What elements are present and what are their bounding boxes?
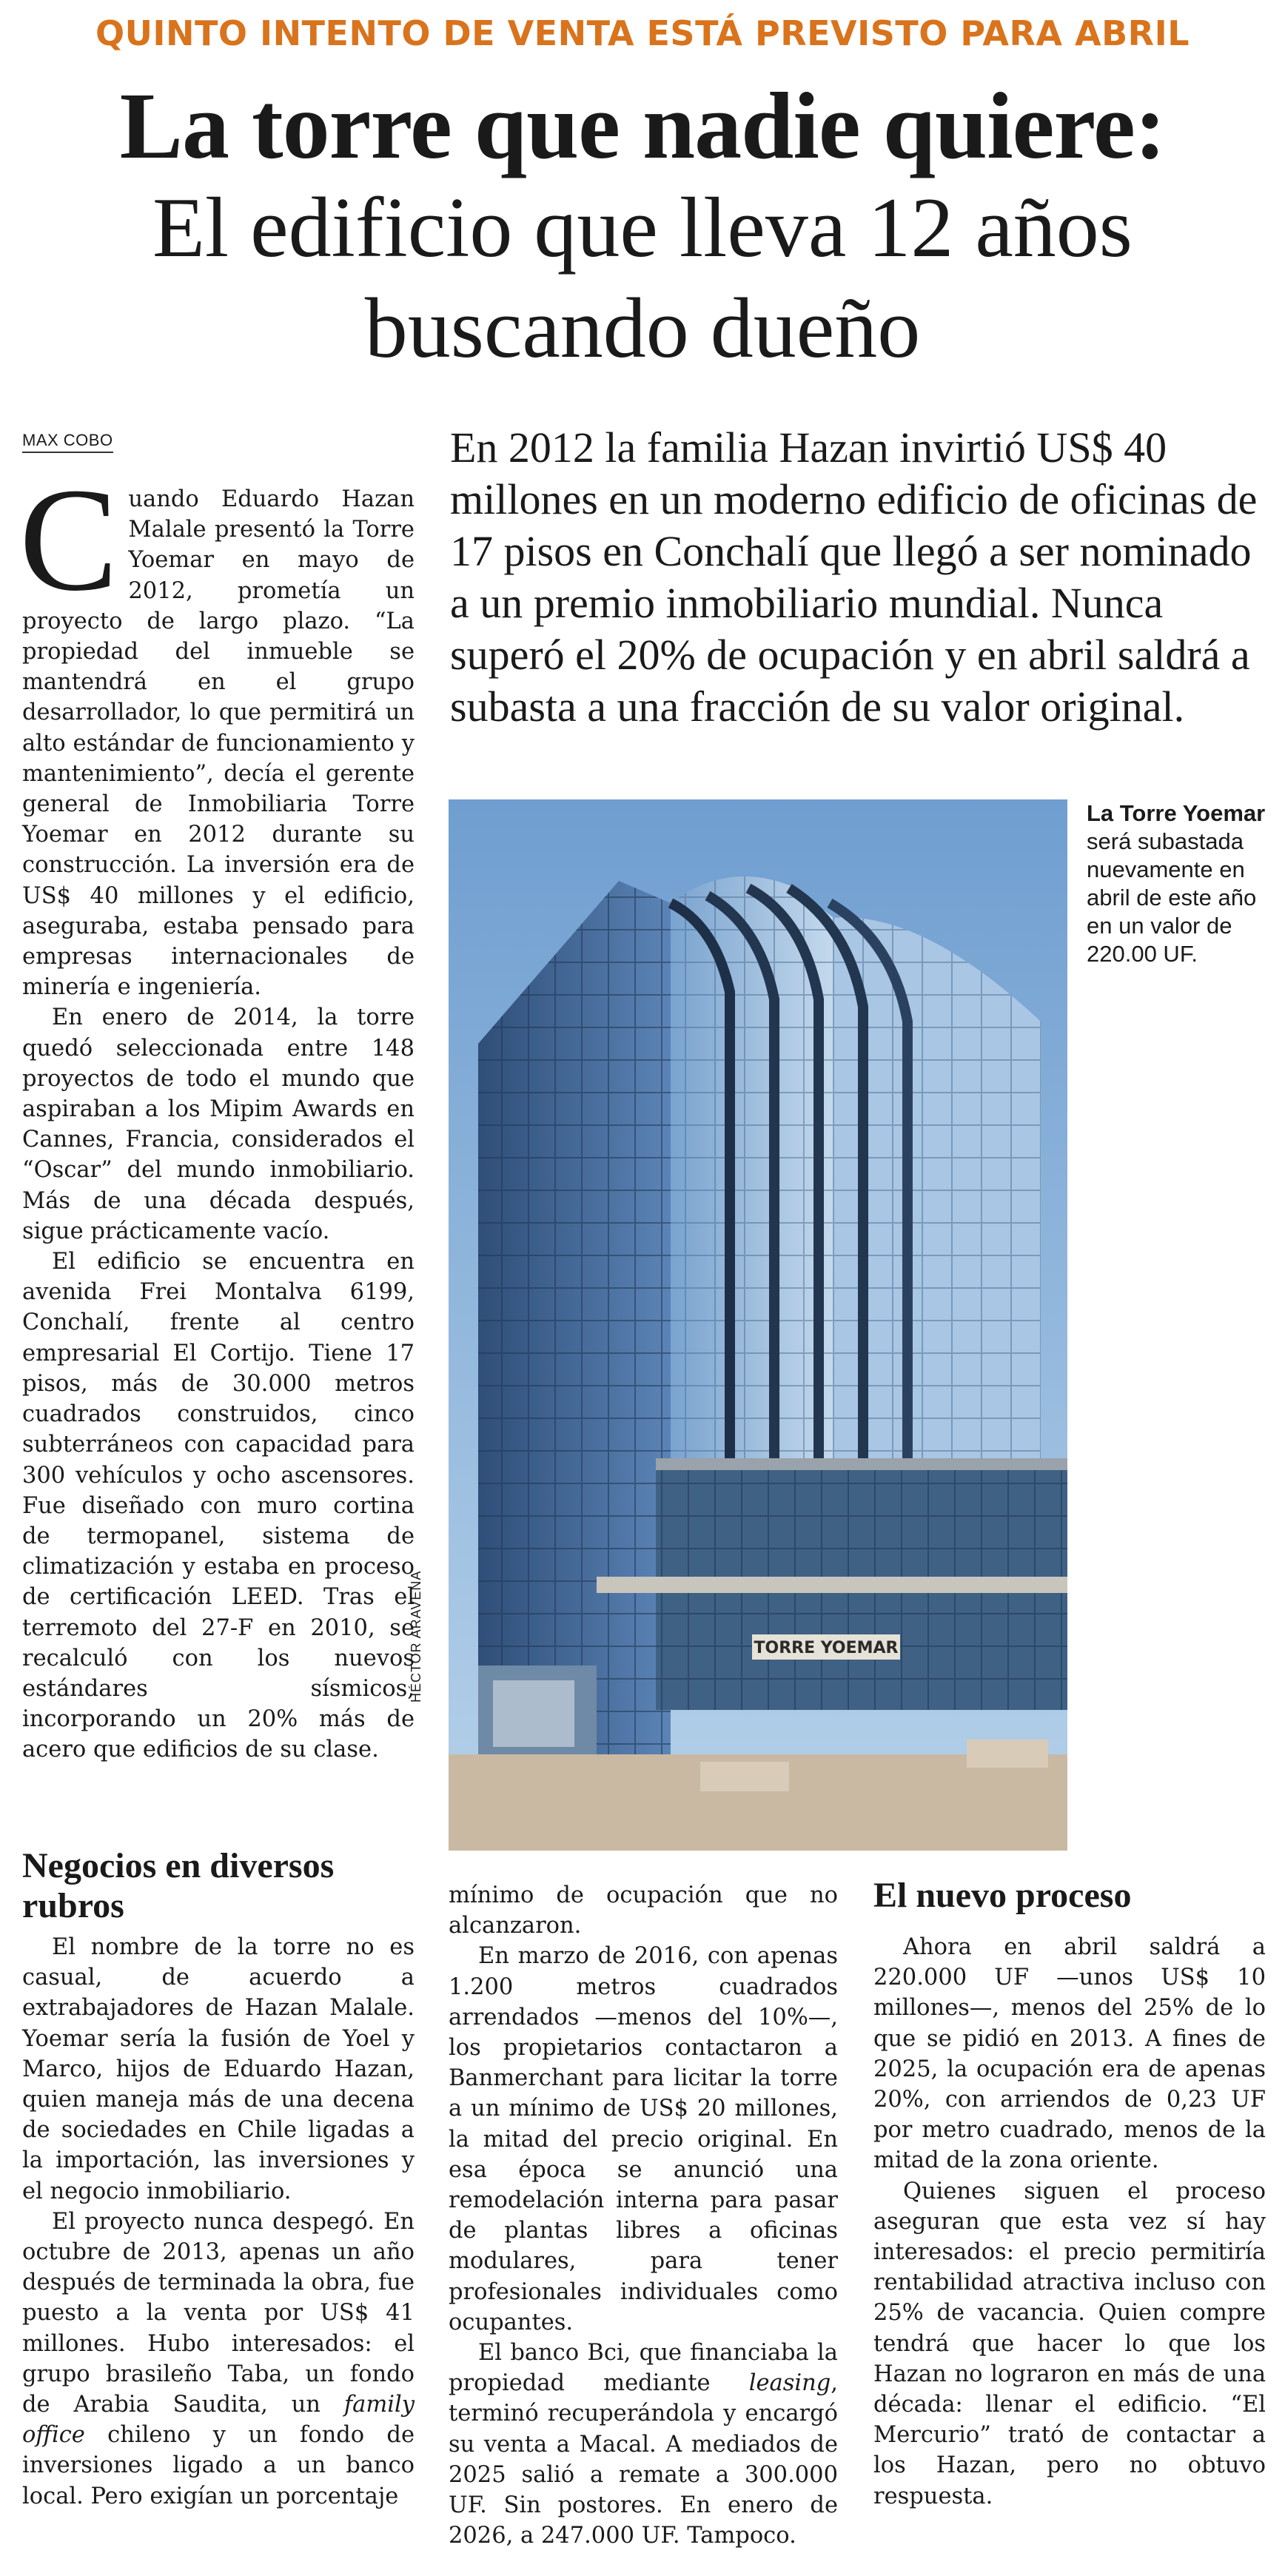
photo-credit: HÉCTOR ARAVENA	[409, 1570, 423, 1703]
article-column-3	[873, 1932, 1266, 2512]
paragraph	[449, 2338, 838, 2551]
lede: En 2012 la familia Hazan invirtió US$ 40 millones en un moderno edificio de oficinas de 17 pisos en Conchalí que llegó a ser nominado a un premio inmobiliario mundial. Nunca superó el 20% de ocupación y en abril saldrá a subasta a una fracción de su valor original.	[450, 423, 1258, 731]
paragraph: Quienes siguen el proceso aseguran que esta vez sí hay interesados: el precio permitiría rentabilidad atractiva incluso con 25% de vacancia. Quien compre tendrá que hacer lo que los Hazan no lograron en más de una década: llenar el edificio. “El Mercurio” trató de contactar a los Hazan, pero no obtuvo respuesta.	[873, 2178, 1266, 2509]
article-column-1	[19, 458, 415, 1765]
paragraph: Ahora en abril saldrá a 220.000 UF —unos US$ 10 millones—, menos del 25% de lo que se pidió en 2013. A fines de 2025, la ocupación era de apenas 20%, con arriendos de 0,23 UF por metro cuadrado, menos de la mitad de la zona oriente.	[873, 1934, 1266, 2174]
drop-cap: C	[19, 458, 118, 622]
headline-line-1: La torre que nadie quiere:	[119, 73, 1166, 178]
headline-line-2: El edificio que lleva 12 años	[152, 181, 1133, 275]
caption-bold: La Torre Yoemar	[1087, 800, 1266, 826]
italic-text: leasing	[748, 2370, 831, 2397]
paragraph: uando Eduardo Hazan Malale presentó la Torre Yoemar en mayo de 2012, prometía un proyecto de largo plazo. “La propiedad del inmueble se mantendrá en el grupo desarrollador, lo que permitirá un alto estándar de funcionamiento y mantenimiento”, decía el gerente general de Inmobiliaria Torre Yoemar en 2012 durante su construcción. La inversión era de US$ 40 millones y el edificio, aseguraba, estaba pensado para empresas internacionales de minería e ingeniería.	[22, 486, 415, 1001]
text-run: , terminó recuperándola y encargó su venta a Macal. A mediados de 2025 salió a remate a 300.000 UF. Sin postores. En enero de 2026, a 247.000 UF. Tampoco.	[449, 2370, 838, 2549]
section-heading-negocios: Negocios en diversos rubros	[22, 1846, 335, 1925]
paragraph: mínimo de ocupación que no alcanzaron.	[449, 1882, 838, 1939]
building-sign: TORRE YOEMAR	[754, 1639, 899, 1657]
headline	[44, 74, 1241, 379]
photo-caption	[1087, 799, 1272, 968]
paragraph	[22, 2207, 415, 2512]
paragraph: En enero de 2014, la torre quedó seleccionada entre 148 proyectos de todo el mundo que aspiraban a los Mipim Awards en Cannes, Francia, considerados el “Oscar” del mundo inmobiliario. Más de una década después, sigue prácticamente vacío.	[22, 1004, 415, 1244]
paragraph: En marzo de 2016, con apenas 1.200 metros cuadrados arrendados —menos del 10%—, los propietarios contactaron a Banmerchant para licitar la torre a un mínimo de US$ 20 millones, la mitad del precio original. En esa época se anunció una remodelación interna para pasar de plantas libres a oficinas modulares, para tener profesionales individuales como ocupantes.	[449, 1943, 838, 2335]
section-heading-nuevo-proceso: El nuevo proceso	[873, 1876, 1132, 1915]
text-run: chileno y un fondo de inversiones ligado a un banco local. Pero exigían un porcentaje	[22, 2422, 415, 2509]
headline-line-3: buscando dueño	[364, 281, 921, 376]
paragraph: El edificio se encuentra en avenida Frei Montalva 6199, Conchalí, frente al centro empresarial El Cortijo. Tiene 17 pisos, más de 30.000 metros cuadrados construidos, cinco subterráneos con capacidad para 300 vehículos y ocho ascensores. Fue diseñado con muro cortina de termopanel, sistema de climatización y estaba en proceso de certificación LEED. Tras el terremoto del 27-F en 2010, se recalculó con los nuevos estándares sísmicos, incorporando un 20% más de acero que edificios de su clase.	[22, 1249, 415, 1763]
article-column-1-lower	[22, 1932, 415, 2512]
paragraph: El nombre de la torre no es casual, de acuerdo a extrabajadores de Hazan Malale. Yoemar sería la fusión de Yoel y Marco, hijos de Eduardo Hazan, quien maneja más de una decena de sociedades en Chile ligadas a la importación, las inversiones y el negocio inmobiliario.	[22, 1934, 415, 2204]
building-photo	[449, 799, 1067, 1851]
torre-yoemar-photo	[449, 799, 1067, 1851]
article-column-2	[449, 1880, 838, 2551]
text-run: El proyecto nunca despegó. En octubre de 2013, apenas un año después de terminada la obra, fue puesto a la venta por US$ 41 millones. Hubo interesados: el grupo brasileño Taba, un fondo de Arabia Saudita, un	[22, 2208, 415, 2418]
caption-text: será subastada nuevamente en abril de este año en un valor de 220.00 UF.	[1087, 828, 1257, 967]
kicker: QUINTO INTENTO DE VENTA ESTÁ PREVISTO PARA ABRIL	[95, 13, 1190, 53]
text-run: El banco Bci, que financiaba la propiedad mediante	[449, 2340, 838, 2397]
italic-text: family office	[22, 2392, 415, 2449]
byline: MAX COBO	[22, 431, 113, 453]
